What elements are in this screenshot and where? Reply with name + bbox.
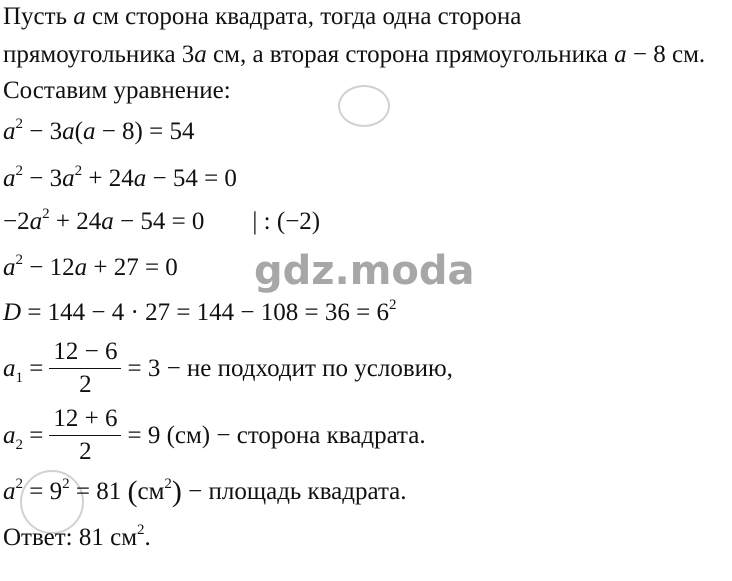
- text-segment: см сторона квадрата, тогда одна сторона: [85, 3, 522, 30]
- text-segment: см, а вторая сторона прямоугольника: [206, 41, 615, 68]
- equation-3: $-2a^2 + 24a - 54 = 0$ | : (−2): [3, 206, 321, 235]
- answer-period: .: [144, 524, 151, 551]
- answer-line: [3, 523, 151, 553]
- variable-a: a: [73, 3, 86, 30]
- text-segment: − 8 см.: [626, 41, 706, 68]
- watermark-ring-decoration: [338, 85, 390, 127]
- equation-1: $a^2 - 3a(a - 8) = 54$: [3, 116, 195, 145]
- compose-equation-heading: Составим уравнение:: [3, 77, 231, 104]
- problem-text-line-1: [3, 2, 521, 32]
- answer-exponent: 2: [137, 522, 145, 538]
- fraction-denominator: 2: [79, 371, 92, 398]
- equation-4: $a^2 - 12a + 27 = 0$: [3, 252, 178, 281]
- root-a1-equation: $a_1$ = $\frac{12 - 6}{2}$ = 3 − не подходит по условию,: [3, 338, 453, 398]
- answer-text: Ответ: 81 см: [3, 524, 138, 551]
- watermark-logo: gdz.moda: [254, 248, 475, 294]
- fraction-denominator: 2: [79, 438, 92, 465]
- variable-a: a: [194, 41, 207, 68]
- watermark-ring-decoration: [20, 470, 84, 534]
- area-conclusion: − площадь квадрата.: [188, 478, 407, 505]
- area-equation: $a^2 = 9^2 = 81$ $(см^2)$ − площадь квадрата.: [3, 475, 407, 508]
- variable-a: a: [614, 41, 627, 68]
- root-a1-conclusion: = 3 − не подходит по условию,: [127, 354, 453, 382]
- fraction-a1: [49, 338, 121, 399]
- text-segment: прямоугольника 3: [3, 41, 195, 68]
- text-segment: Пусть: [3, 3, 74, 30]
- fraction-numerator: 12 − 6: [53, 338, 118, 365]
- fraction-numerator: 12 + 6: [53, 405, 118, 432]
- problem-text-line-2: [3, 40, 705, 70]
- discriminant-equation: $D = 144 - 4 \cdot 27 = 144 - 108 = 36 = 6^2$: [3, 297, 397, 326]
- equation-2: $a^2 - 3a^2 + 24a - 54 = 0$: [3, 163, 237, 192]
- root-a2-conclusion: = 9 (см) − сторона квадрата.: [127, 421, 426, 449]
- fraction-a2: [49, 405, 121, 466]
- root-a2-equation: $a_2$ = $\frac{12 + 6}{2}$ = 9 (см) − сторона квадрата.: [3, 405, 426, 465]
